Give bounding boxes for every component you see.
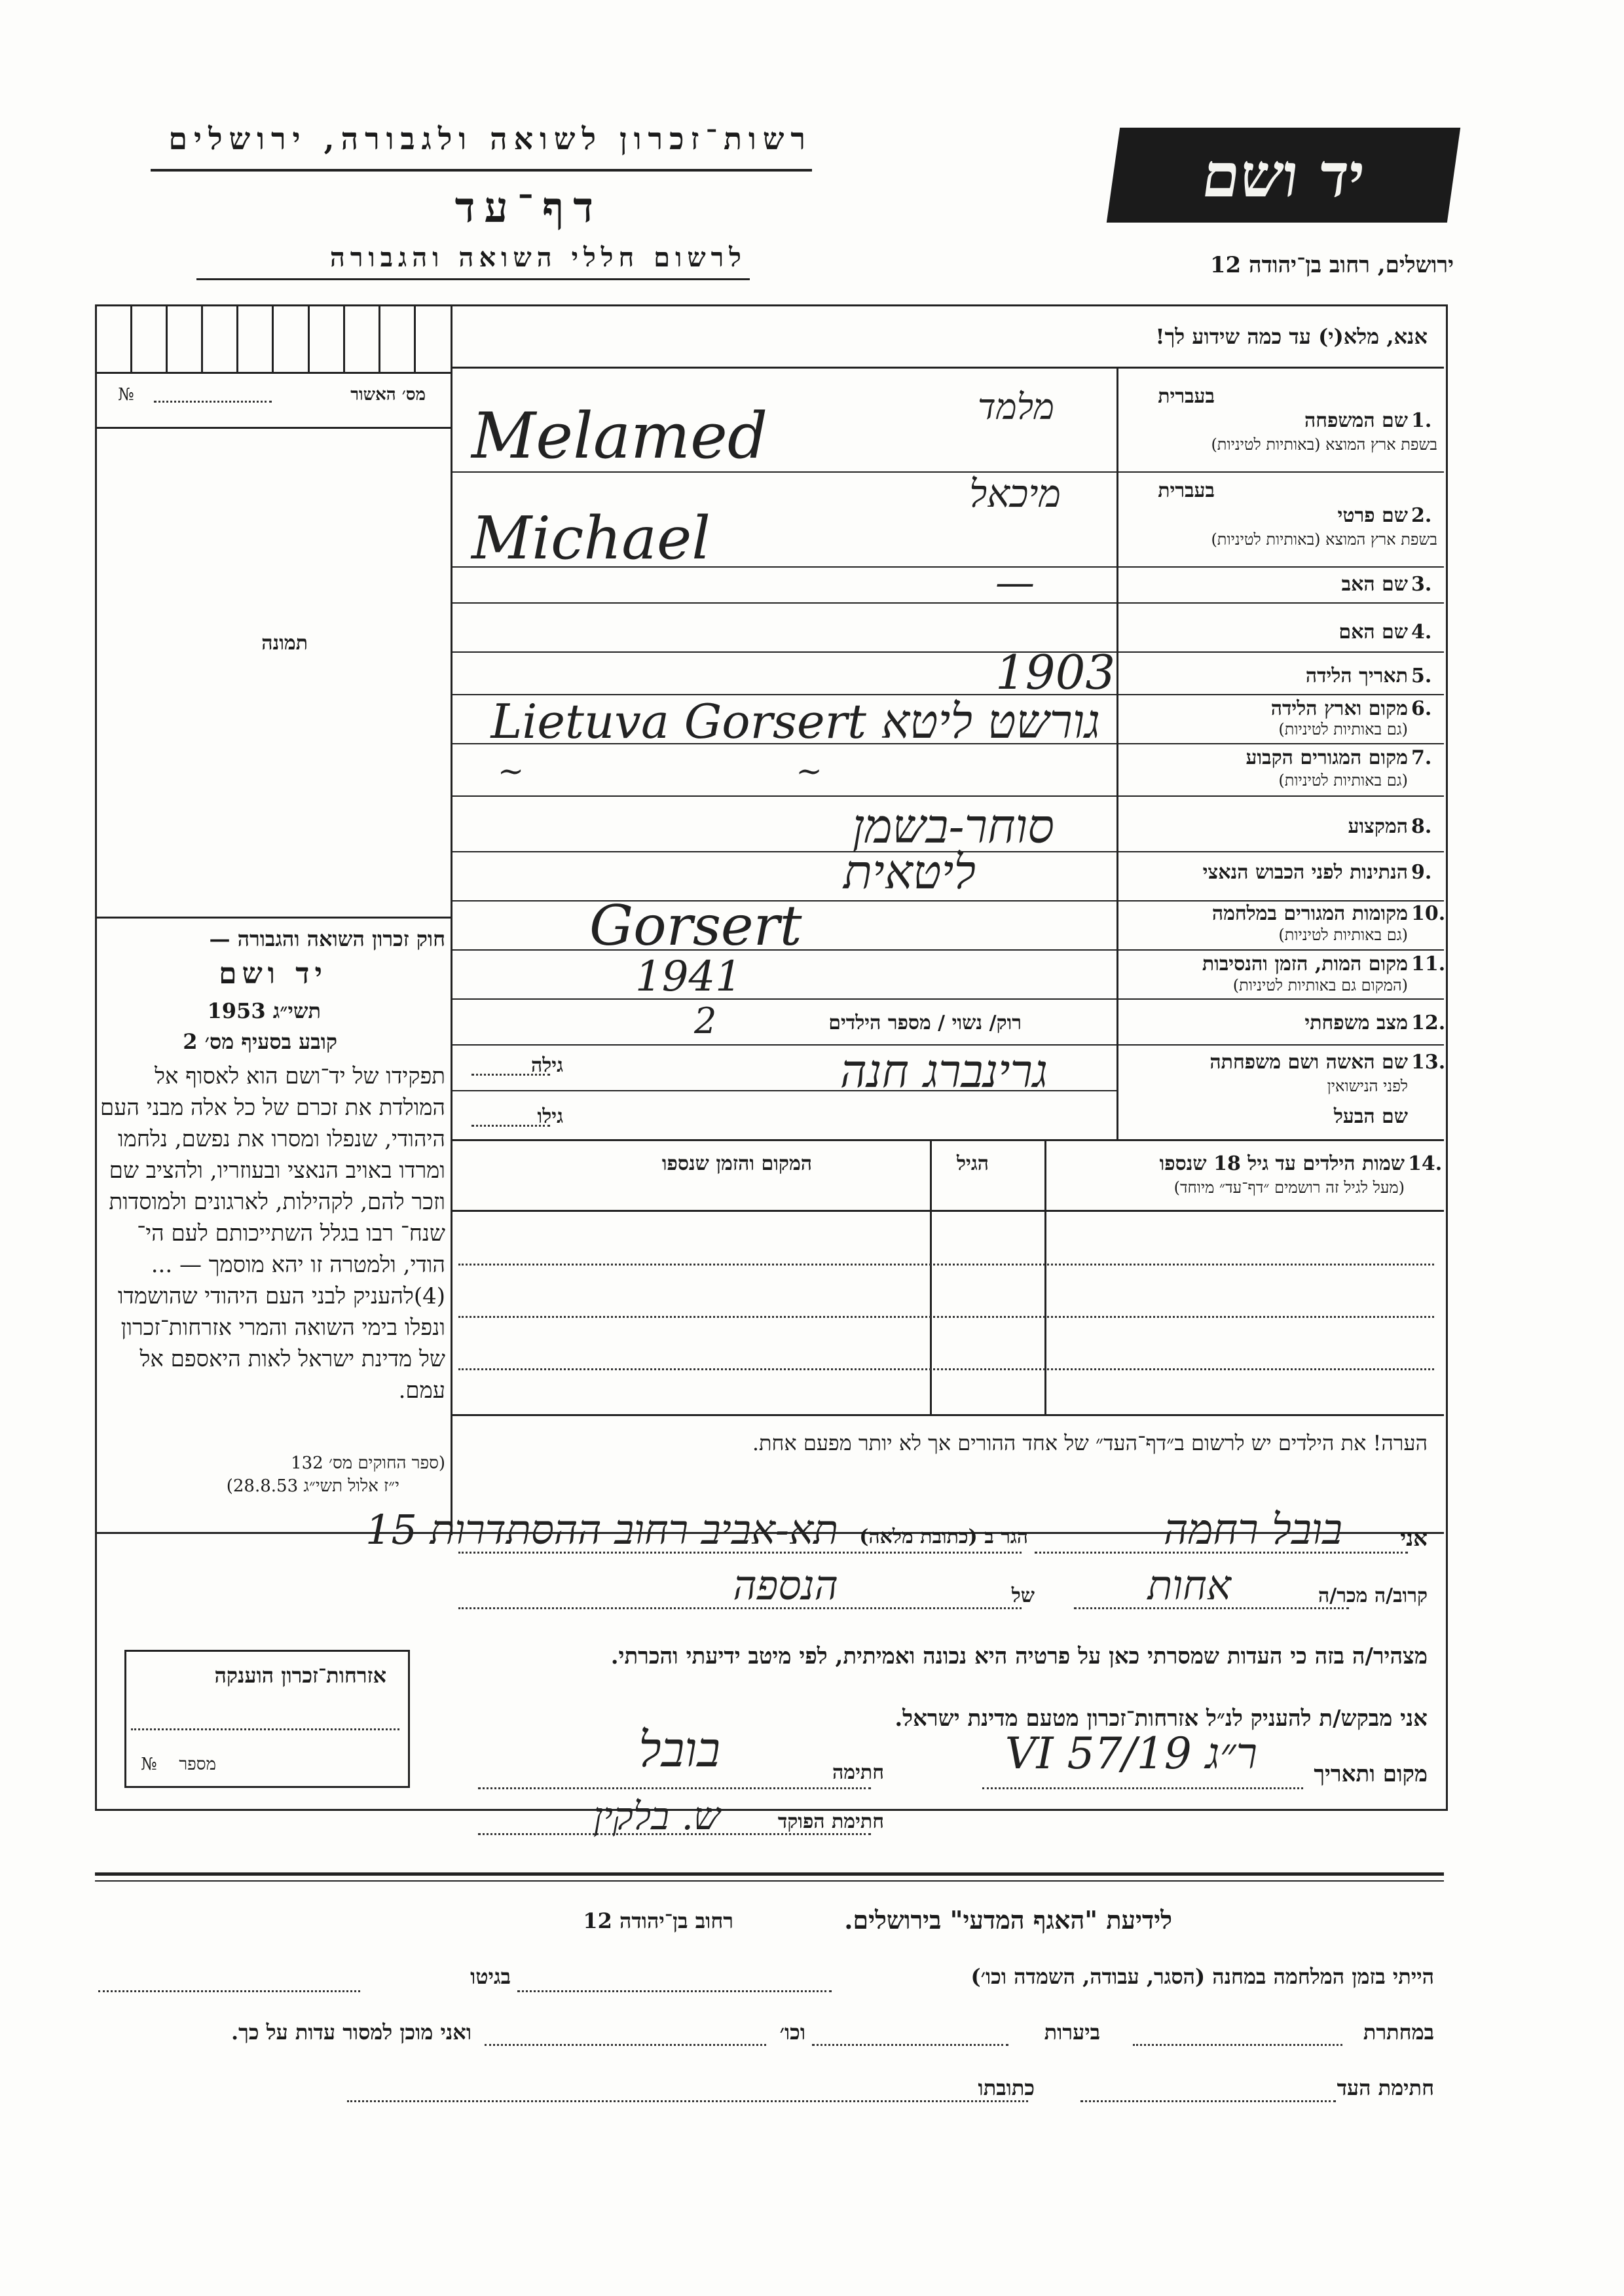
citizenship-no-prefix: № xyxy=(141,1755,157,1774)
declaration-of-value: הנספה xyxy=(733,1561,838,1609)
field-13-value: גרינברג חנה xyxy=(840,1044,1048,1098)
declaration-of-label: של xyxy=(1011,1584,1035,1607)
children-table-num: 14. xyxy=(1408,1152,1443,1175)
declaration-resides-label: הגר ב (כתובת מלאה) xyxy=(859,1525,1028,1548)
field-8-num: 8. xyxy=(1411,815,1432,838)
field-9-value: ליטאית xyxy=(843,845,976,900)
field-5-value: 1903 xyxy=(995,645,1116,700)
bottom-line2-etc: וכו׳ xyxy=(779,2020,805,2045)
field-13-num: 13. xyxy=(1411,1051,1446,1074)
officer-signature: ש. בלקין xyxy=(593,1794,720,1838)
approval-no-prefix: № xyxy=(118,385,134,405)
declaration-relative-label: קרוב/ה מכר/ה xyxy=(1318,1584,1428,1607)
field-13-sub: לפני הנישואין xyxy=(1327,1077,1408,1095)
field-13-age-label: גילה xyxy=(530,1054,563,1077)
field-9-label: הנתינות לפני הכבוש הנאצי xyxy=(1202,861,1408,884)
bottom-line3-address: כתובתו xyxy=(978,2075,1035,2100)
field-2-lang: בעברית xyxy=(1158,479,1215,502)
office-boxes xyxy=(97,306,449,372)
bottom-line2-underground: במחתרת xyxy=(1363,2020,1434,2045)
bottom-line1-camp: הייתי בזמן המלחמה במחנה (הסגר, עבודה, השמדה וכו׳) xyxy=(970,1964,1434,1989)
children-col-names-sub: (מעל לגיל זה רושמים ״דף־עד״ מיוחד) xyxy=(1173,1178,1405,1197)
field-10-label: מקומות המגורים במלחמה xyxy=(1211,902,1408,925)
logo-text: יד ושם xyxy=(1198,139,1369,211)
bottom-line1-ghetto: בגיטו xyxy=(470,1964,511,1989)
approval-label: מס׳ האשור xyxy=(350,385,426,405)
citizenship-title: אזרחות־זכרון הוענקה xyxy=(214,1663,386,1688)
children-col-place: המקום והזמן שנספו xyxy=(661,1152,812,1175)
field-11-label: מקום המות, הזמן והנסיבות xyxy=(1202,953,1408,975)
field-13-label: שם האשה ושם משפחתה xyxy=(1209,1051,1408,1074)
field-12-children-count: 2 xyxy=(694,1000,717,1042)
law-year: תשי״ג 1953 xyxy=(207,998,321,1023)
husband-label: שם הבעל xyxy=(1333,1105,1408,1128)
field-6-sub: (גם באותיות לטיניות) xyxy=(1278,720,1408,738)
field-1-label: שם המשפחה xyxy=(1304,409,1408,432)
law-text: תפקידו של יד־ושם הוא לאסוף אל המולדת את זכרם של כל אלה מבני העם היהודי, שנפלו ומסרו את נפשם, נלחמו ומרדו באויב הנאצי ובעוזריו, ולהציב שם וזכר להם, לקהילות, לארגונים ולמוסדות שנח־ רבו בגלל השתייכותם לעם הי־ הודי, ולמטרה זו יהא מוסמך — ...(4)להעניק לבני העם היהודי שהושמדו ונפלו בימי השואה והמרי אזרחות־זכרון של מדינת ישראל לאות היאספם אל עמם. xyxy=(100,1063,445,1404)
field-12-num: 12. xyxy=(1411,1011,1446,1034)
field-2-num: 2. xyxy=(1411,504,1432,527)
address: ירושלים, רחוב בן־יהודה 12 xyxy=(1209,252,1454,278)
intro-text: אנא, מלא(י) עד כמה שידוע לך! xyxy=(1155,324,1428,349)
bottom-title: לידיעת "האגף המדעי" בירושלים. xyxy=(844,1905,1172,1935)
authority-title: רשות־זכרון לשואה ולגבורה, ירושלים xyxy=(168,121,812,156)
husband-age-label: גילו xyxy=(537,1105,563,1128)
field-7-label: מקום המגורים הקבוע xyxy=(1246,746,1408,769)
field-7-sub: (גם באותיות לטיניות) xyxy=(1278,771,1408,790)
law-ref-1: (ספר החוקים מס׳ 132 xyxy=(291,1453,445,1473)
field-7-num: 7. xyxy=(1411,746,1432,769)
field-10-value: Gorsert xyxy=(589,894,802,958)
field-4-label: שם האם xyxy=(1338,621,1408,644)
children-col-age: הגיל xyxy=(956,1152,989,1175)
children-col-names: שמות הילדים עד גיל 18 שנספו xyxy=(1159,1152,1405,1175)
field-6-num: 6. xyxy=(1411,697,1432,720)
field-6-label: מקום וארץ הלידה xyxy=(1270,697,1408,720)
bottom-line3-witness-signature: חתימת העד xyxy=(1337,2075,1434,2100)
field-11-sub: (המקום גם באותיות לטיניות) xyxy=(1232,976,1408,994)
field-9-num: 9. xyxy=(1411,861,1432,884)
field-10-sub: (גם באותיות לטיניות) xyxy=(1278,926,1408,944)
bottom-title-address: רחוב בן־יהודה 12 xyxy=(583,1908,733,1933)
field-1-num: 1. xyxy=(1411,409,1432,432)
field-1-lang: בעברית xyxy=(1158,385,1215,408)
declaration-statement: מצהיר/ה בזה כי העדות שמסרתי כאן על פרטיה היא נכונה ואמיתית, לפי מיטב ידיעתי והכרתי. xyxy=(610,1643,1428,1669)
note-text: הערה! את הילדים יש לרשום ב״דף־העד״ של אחד ההורים אך לא יותר מפעם אחת. xyxy=(752,1430,1428,1455)
field-7-value: ~ ~ xyxy=(498,753,953,790)
declaration-address: תא-אביב רחוב ההסתדרות 15 xyxy=(365,1506,838,1554)
field-12-status-options: רוק/ נשוי / מספר הילדים xyxy=(828,1011,1022,1034)
law-title: חוק זכרון השואה והגבורה — xyxy=(209,926,445,951)
form-purpose: לרשום חללי השואה והגבורה xyxy=(329,242,747,273)
citizenship-number: מספר xyxy=(179,1755,216,1774)
field-2-hebrew-value: מיכאל xyxy=(969,471,1061,516)
place-date-value: ר״ג 19/VI 57 xyxy=(1005,1728,1257,1779)
field-3-num: 3. xyxy=(1411,573,1432,596)
declaration-i-label: אני xyxy=(1400,1525,1428,1552)
field-11-num: 11. xyxy=(1411,953,1446,975)
field-1-hebrew-value: מלמד xyxy=(977,386,1054,428)
field-2-latin-value: Michael xyxy=(471,504,711,573)
field-2-label: שם פרטי xyxy=(1337,504,1408,527)
field-2-sub: בשפת ארץ המוצא (באותיות לטיניות) xyxy=(1211,530,1437,549)
field-10-num: 10. xyxy=(1411,902,1446,925)
field-1-sub: בשפת ארץ המוצא (באותיות לטיניות) xyxy=(1211,435,1437,454)
bottom-line2-ready: ואני מוכן למסור עדות על כך. xyxy=(231,2020,471,2045)
declaration-relation: אחות xyxy=(1147,1561,1231,1609)
declaration-request: אני מבקש/ת להעניק לנ״ל אזרחות־זכרון מטעם מדינת ישראל. xyxy=(895,1705,1428,1732)
officer-label: חתימת הפוקד xyxy=(777,1810,884,1833)
place-date-label: מקום ותאריך xyxy=(1314,1761,1428,1787)
law-ref-2: י״ז אלול תשי״ג 28.8.53) xyxy=(226,1476,399,1496)
field-3-value: — xyxy=(995,560,1035,606)
form-title: דף־עד xyxy=(454,183,602,232)
field-8-value: סוחר-בשמן xyxy=(852,799,1054,854)
law-name: יד ושם xyxy=(219,957,327,991)
field-8-label: המקצוע xyxy=(1348,815,1408,838)
field-5-num: 5. xyxy=(1411,665,1432,687)
signature-label: חתימה xyxy=(832,1761,884,1784)
photo-label: תמונה xyxy=(261,632,308,655)
bottom-line2-forests: ביערות xyxy=(1044,2020,1100,2045)
field-6-value: גורשט ליטא Lietuva Gorsert xyxy=(490,694,1100,749)
field-5-label: תאריך הלידה xyxy=(1305,665,1408,687)
field-11-value: 1941 xyxy=(635,953,742,1001)
declaration-name: בובל רחמה xyxy=(1163,1506,1342,1554)
field-12-label: מצב משפחתי xyxy=(1304,1011,1408,1034)
signature-value: בובל xyxy=(638,1722,720,1778)
yad-vashem-logo xyxy=(1107,128,1460,223)
field-1-latin-value: Melamed xyxy=(471,399,768,473)
law-section: קובע בסעיף מס׳ 2 xyxy=(183,1029,337,1054)
field-3-label: שם האב xyxy=(1341,573,1408,596)
field-4-num: 4. xyxy=(1411,621,1432,644)
